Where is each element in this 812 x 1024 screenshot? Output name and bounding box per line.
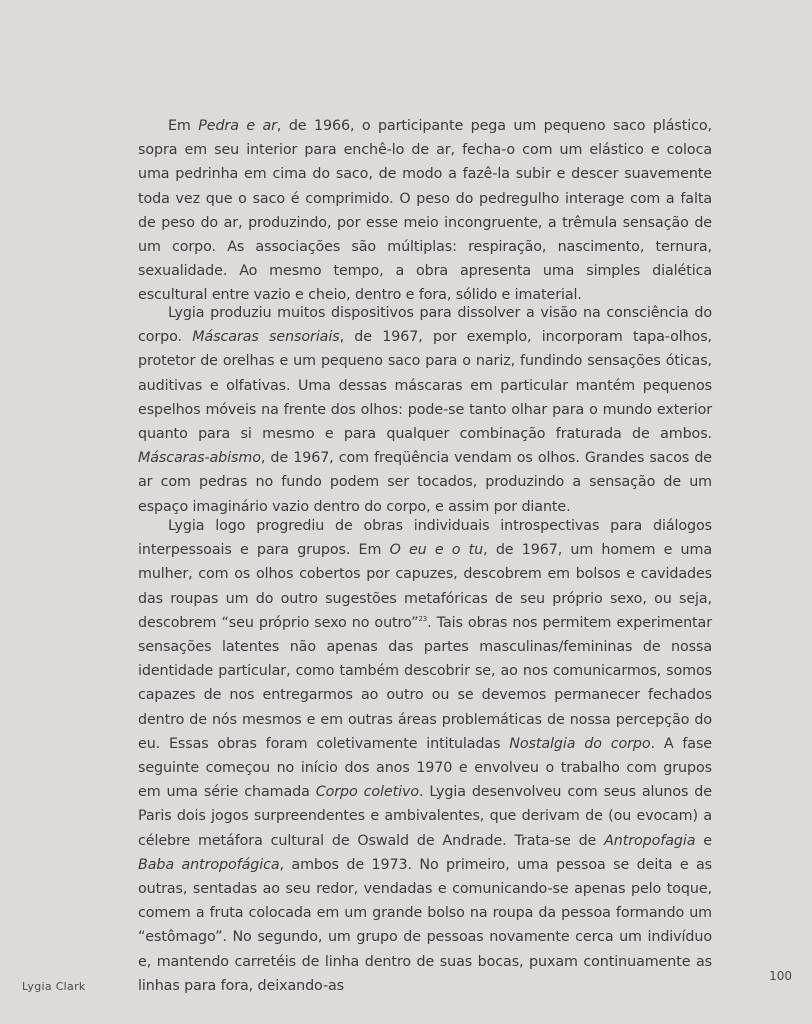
running-footer-author: Lygia Clark [22,980,86,993]
page-number: 100 [769,969,792,983]
text-run: . Lygia desenvolveu com seus alunos de Paris dois jogos surpreendentes e ambivalentes, que derivam de (ou evocam) a célebre metáfora cultural de Oswald de Andrade. Trata-se de [138,784,712,849]
italic-title: Nostalgia do corpo [509,735,651,752]
italic-title: Pedra e ar [198,118,277,134]
italic-title: Antropofagia [604,832,696,849]
text-run: Em [168,118,199,134]
italic-title: O eu e o tu [389,542,484,559]
italic-title: Baba antropofágica [138,856,280,873]
text-run: Lygia produziu muitos dispositivos para dissolver a visão na consciência do corpo. [138,305,712,346]
paragraph-2 [138,301,712,519]
text-run: e [695,832,712,849]
paragraph-3 [138,514,712,998]
paragraph-text [138,514,712,998]
text-run: , ambos de 1973. No primeiro, uma pessoa se deita e as outras, sentadas ao seu redor, vendadas e comunicando-se apenas pelo toque, comem a fruta colocada em um grande bolso na roupa da pessoa formando um “estômago”. No segundo, um grupo de pessoas novamente cerca um indivíduo e, mantendo carretéis de linha dentro de suas bocas, puxam continuamente as linhas para fora, deixando-as [138,856,712,994]
text-run: , de 1967, com freqüência vendam os olhos. Grandes sacos de ar com pedras no fundo podem ser tocados, produzindo a sensação de um espaço imaginário vazio dentro do corpo, e assim por diante. [138,450,712,515]
paragraph-1 [138,114,712,308]
paragraph-text [138,301,712,519]
italic-title: Máscaras sensoriais [192,329,340,346]
text-run: , de 1966, o participante pega um pequeno saco plástico, sopra em seu interior para enchê-lo de ar, fecha-o com um elástico e coloca uma pedrinha em cima do saco, de modo a fazê-la subir e descer suavemente toda vez que o saco é comprimido. O peso do pedregulho interage com a falta de peso do ar, produzindo, por esse meio incongruente, a trêmula sensação de um corpo. As associações são múltiplas: respiração, nascimento, ternura, sexualidade. Ao mesmo tempo, a obra apresenta uma simples dialética escultural entre vazio e cheio, dentro e fora, sólido e imaterial. [138,118,712,304]
text-run: . Tais obras nos permitem experimentar sensações latentes não apenas das partes masculinas/femininas de nossa identidade particular, como também descobrir se, ao nos comunicarmos, somos capazes de nos entregarmos ao outro ou se devemos permanecer fechados dentro de nós mesmos e em outras áreas problemáticas de nossa percepção do eu. Essas obras foram coletivamente intituladas [138,614,712,752]
paragraph-text [138,114,712,308]
text-run: , de 1967, por exemplo, incorporam tapa-olhos, protetor de orelhas e um pequeno saco para o nariz, fundindo sensações óticas, auditivas e olfativas. Uma dessas máscaras em particular mantém pequenos espelhos móveis na frente dos olhos: pode-se tanto olhar para o mundo exterior quanto para si mesmo e para qualquer combinação fraturada de ambos. [138,329,713,443]
text-run: . A fase seguinte começou no início dos anos 1970 e envolveu o trabalho com grupos em uma série chamada [138,735,712,801]
italic-title: Corpo coletivo [315,784,420,801]
text-run: Lygia logo progrediu de obras individuais introspectivas para diálogos interpessoais e para grupos. Em [138,518,712,559]
italic-title: Máscaras-abismo [138,450,261,467]
footnote-reference: 23 [418,615,428,624]
text-run: , de 1967, um homem e uma mulher, com os olhos cobertos por capuzes, descobrem em bolsos e cavidades das roupas um do outro sugestões metafóricas de seu próprio sexo, ou seja, descobrem “seu próprio sexo no outro” [138,542,712,631]
